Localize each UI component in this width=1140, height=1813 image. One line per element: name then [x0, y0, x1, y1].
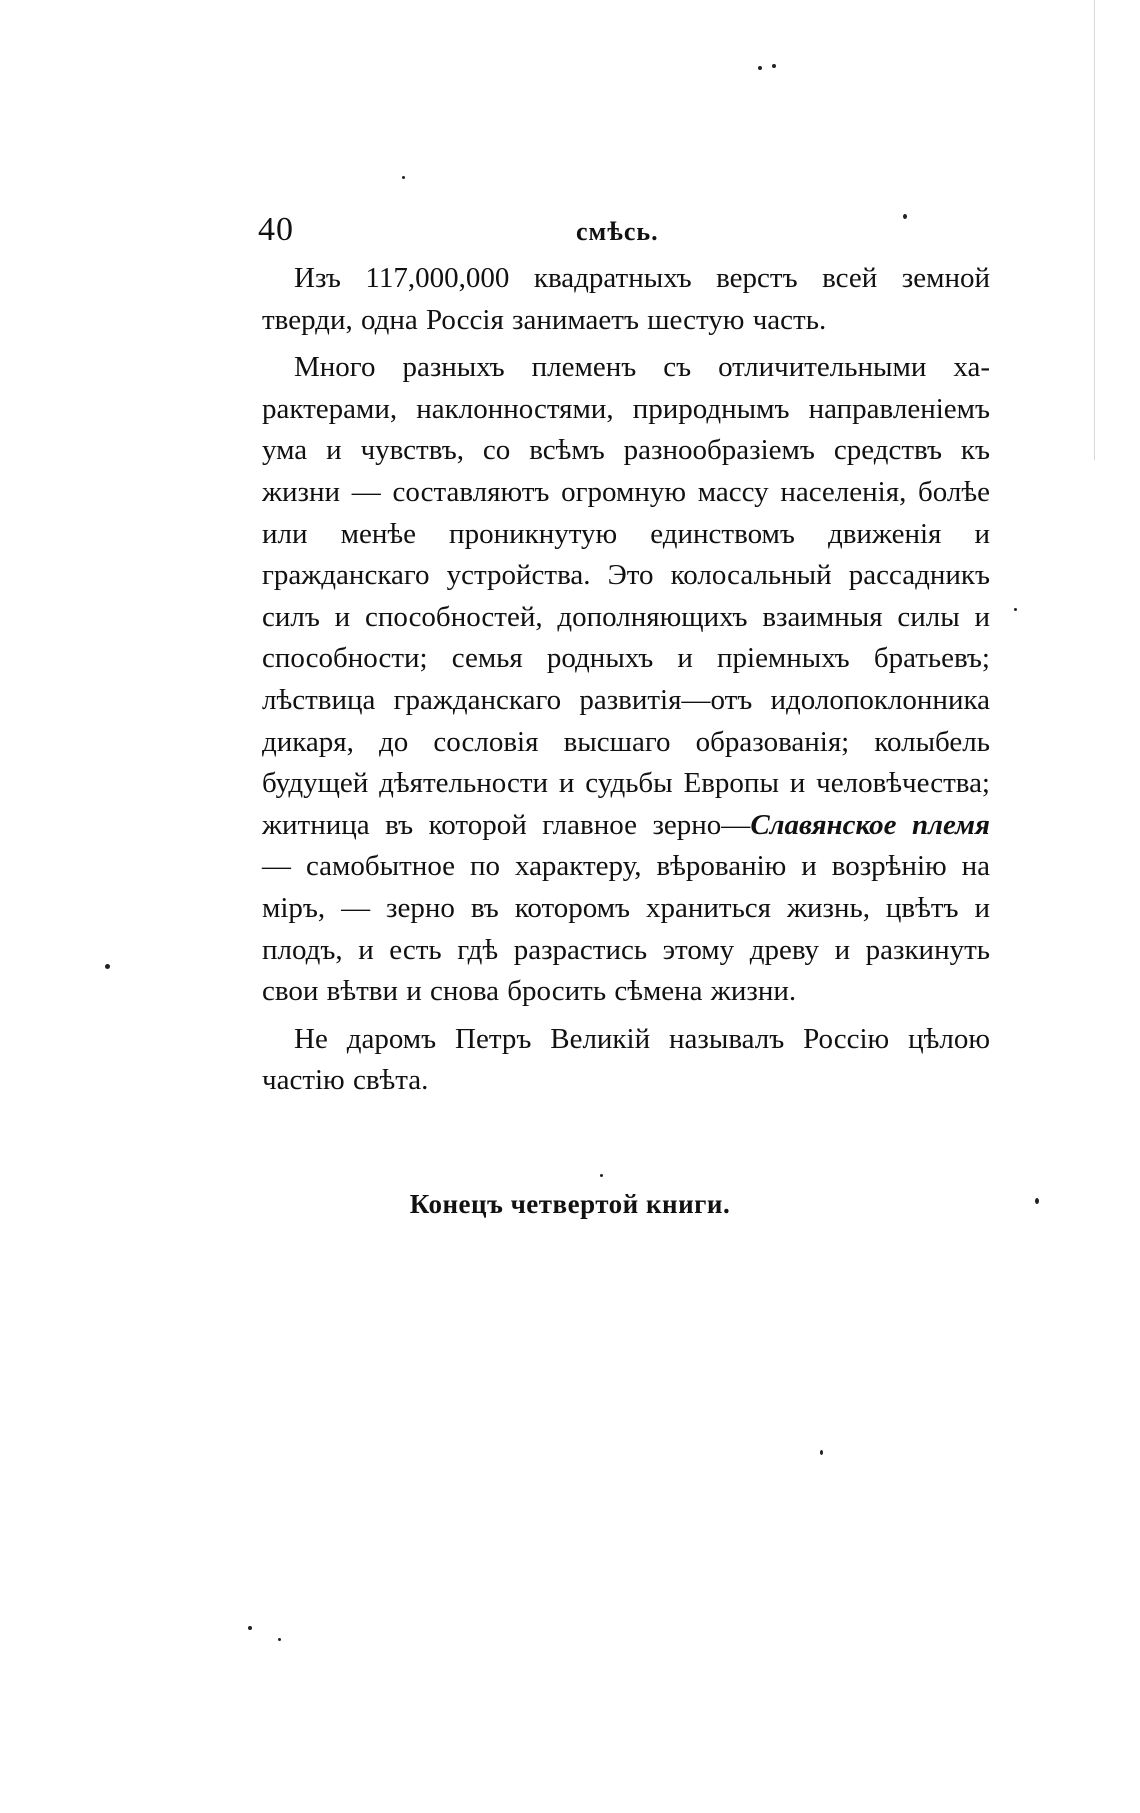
scan-speck: [402, 176, 405, 179]
paragraph: [262, 1019, 990, 1102]
paragraph: [262, 258, 990, 341]
paragraph: [262, 347, 990, 1013]
body-text: [262, 258, 990, 1102]
scan-speck: [758, 66, 762, 70]
page-edge-line: [1094, 0, 1095, 460]
paragraph-text: — самобытное по характеру, вѣрованію и возрѣнію на міръ, — зерно въ которомъ храниться жизнь, цвѣтъ и плодъ, и есть гдѣ разрастись этому древу и разкинуть свои вѣтви и снова бросить сѣмена жизни.: [262, 850, 990, 1008]
paragraph-text: Не даромъ Петръ Великій называлъ Россію цѣлою частію свѣта.: [262, 1022, 990, 1097]
scan-speck: [772, 64, 776, 68]
scan-speck: [105, 964, 110, 969]
scan-speck: [1014, 608, 1017, 611]
running-head: смѣсь.: [576, 217, 659, 246]
paragraph-text: Изъ 117,000,000 квадратныхъ верстъ всей земной тверди, одна Россія занимаетъ шестую часть.: [262, 262, 990, 336]
paragraph-text: Много разныхъ племенъ съ отличительными характерами, наклонностями, природнымъ направленіемъ ума и чувствъ, со всѣмъ разнообразіемъ средствъ къ жизни — составляютъ огромную массу населенія, болѣе или менѣе проникнутую единствомъ движенія и гражданскаго устройства. Это колосальный рассадникъ силъ и способностей, дополняющихъ взаимныя силы и способности; семья родныхъ и пріемныхъ братьевъ; лѣствица гражданскаго развитія—отъ идолопоклонника дикаря, до сословія высшаго образованія; колыбель будущей дѣятельности и судьбы Европы и человѣчества; житница въ которой главное зерно—: [262, 351, 990, 841]
scan-speck: [1035, 1198, 1039, 1204]
closing-line: Конецъ четвертой книги.: [409, 1189, 731, 1219]
page-header: [258, 208, 988, 258]
scan-speck: [820, 1450, 823, 1455]
scan-speck: [278, 1638, 281, 1641]
scan-speck: [248, 1626, 252, 1630]
italic-phrase: Славянское племя: [750, 808, 990, 841]
scan-speck: [903, 214, 907, 219]
scan-speck: [600, 1174, 603, 1177]
page-number: 40: [258, 211, 294, 248]
